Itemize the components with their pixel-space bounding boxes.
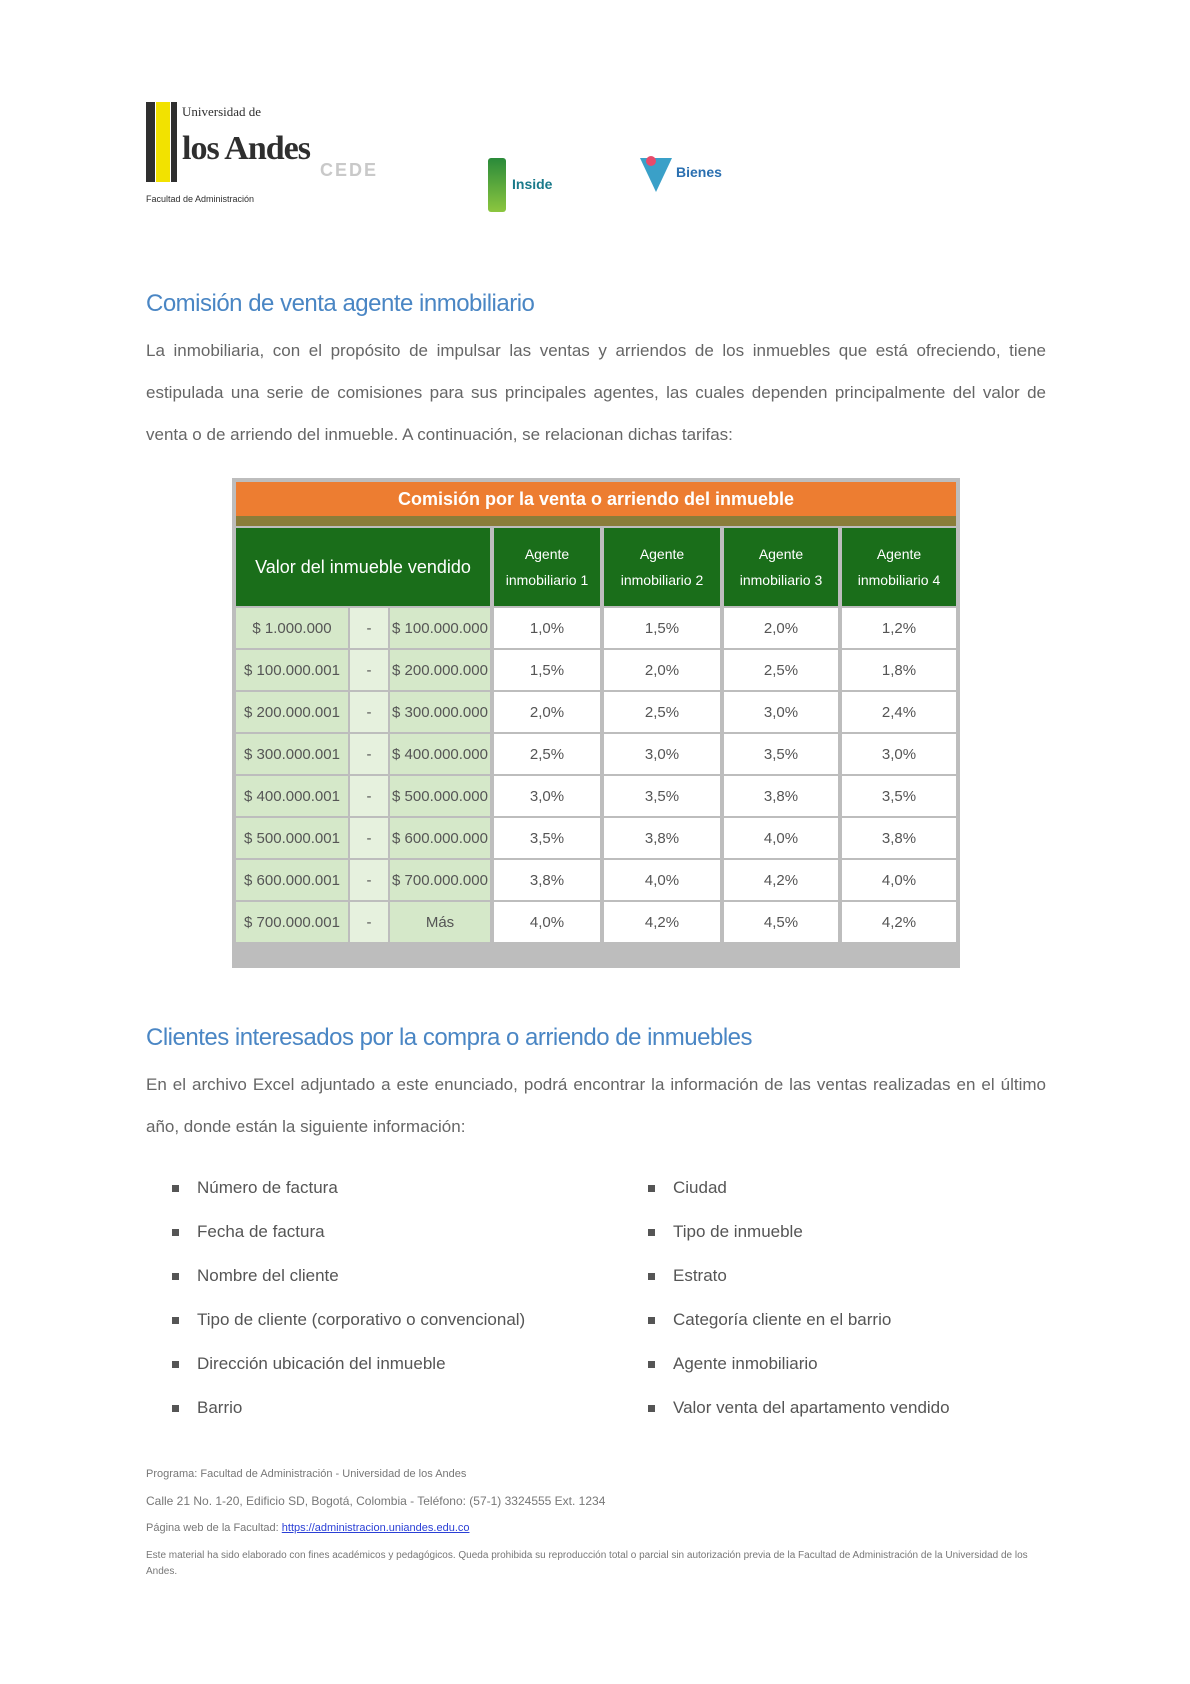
range-to-cell: $ 100.000.000 bbox=[390, 608, 490, 648]
logo-text: Bienes bbox=[676, 164, 722, 180]
list-item-text: Dirección ubicación del inmueble bbox=[197, 1354, 446, 1373]
commission-cell: 1,2% bbox=[842, 608, 956, 648]
logo-text: los Andes bbox=[182, 130, 310, 167]
range-dash-cell: - bbox=[350, 692, 388, 732]
commission-cell: 1,5% bbox=[604, 608, 720, 648]
commission-cell: 2,5% bbox=[604, 692, 720, 732]
table-row bbox=[236, 902, 956, 944]
bullet-icon bbox=[648, 1405, 655, 1412]
list-item-text: Tipo de inmueble bbox=[673, 1222, 803, 1241]
range-from-cell: $ 400.000.001 bbox=[236, 776, 348, 816]
bullet-icon bbox=[648, 1273, 655, 1280]
commission-table bbox=[232, 478, 960, 968]
range-dash-cell: - bbox=[350, 776, 388, 816]
logo-bar bbox=[146, 102, 155, 182]
range-from-cell: $ 600.000.001 bbox=[236, 860, 348, 900]
table-row bbox=[236, 650, 956, 692]
range-dash-cell: - bbox=[350, 818, 388, 858]
footer-line bbox=[146, 1522, 470, 1534]
footer-line: Calle 21 No. 1-20, Edificio SD, Bogotá, Colombia - Teléfono: (57-1) 3324555 Ext. 1234 bbox=[146, 1494, 606, 1508]
list-item bbox=[648, 1310, 891, 1330]
section-heading-commission: Comisión de venta agente inmobiliario bbox=[146, 290, 535, 317]
list-item-text: Barrio bbox=[197, 1398, 243, 1417]
logo-text: Inside bbox=[512, 176, 553, 192]
range-from-cell: $ 300.000.001 bbox=[236, 734, 348, 774]
list-item-text: Tipo de cliente (corporativo o convencional) bbox=[197, 1310, 526, 1329]
bullet-icon bbox=[172, 1185, 179, 1192]
list-item-text: Valor venta del apartamento vendido bbox=[673, 1398, 950, 1417]
commission-cell: 3,8% bbox=[494, 860, 600, 900]
list-item-text: Fecha de factura bbox=[197, 1222, 325, 1241]
range-from-cell: $ 100.000.001 bbox=[236, 650, 348, 690]
table-header-agent-3: Agente inmobiliario 3 bbox=[724, 528, 838, 606]
list-item bbox=[172, 1354, 446, 1374]
logo-text: CEDE bbox=[320, 160, 379, 180]
range-dash-cell: - bbox=[350, 650, 388, 690]
range-to-cell: $ 400.000.000 bbox=[390, 734, 490, 774]
list-item bbox=[172, 1178, 338, 1198]
uniandes-logo bbox=[146, 102, 310, 216]
range-to-cell: $ 700.000.000 bbox=[390, 860, 490, 900]
range-dash-cell: - bbox=[350, 608, 388, 648]
bullet-icon bbox=[172, 1317, 179, 1324]
list-item bbox=[648, 1398, 950, 1418]
bullet-icon bbox=[172, 1229, 179, 1236]
partner-logo-multicolor bbox=[640, 156, 732, 216]
commission-cell: 3,8% bbox=[724, 776, 838, 816]
list-item bbox=[648, 1266, 727, 1286]
list-item-text: Agente inmobiliario bbox=[673, 1354, 818, 1373]
logo-bar-yellow bbox=[156, 102, 170, 182]
logo-bar bbox=[171, 102, 177, 182]
commission-cell: 2,0% bbox=[724, 608, 838, 648]
table-header-agent-4: Agente inmobiliario 4 bbox=[842, 528, 956, 606]
list-item-text: Estrato bbox=[673, 1266, 727, 1285]
table-row bbox=[236, 734, 956, 776]
range-to-cell: $ 300.000.000 bbox=[390, 692, 490, 732]
bullet-icon bbox=[648, 1317, 655, 1324]
commission-cell: 2,5% bbox=[494, 734, 600, 774]
commission-cell: 4,0% bbox=[724, 818, 838, 858]
list-item-text: Número de factura bbox=[197, 1178, 338, 1197]
range-to-cell: Más bbox=[390, 902, 490, 942]
commission-cell: 1,5% bbox=[494, 650, 600, 690]
logo-mark bbox=[488, 158, 506, 212]
section-paragraph-clients: En el archivo Excel adjuntado a este enunciado, podrá encontrar la información de las ventas realizadas en el último año, donde están la siguiente información: bbox=[146, 1075, 1046, 1136]
range-from-cell: $ 200.000.001 bbox=[236, 692, 348, 732]
table-title-underline bbox=[236, 516, 956, 526]
commission-cell: 3,8% bbox=[604, 818, 720, 858]
bullet-icon bbox=[648, 1229, 655, 1236]
commission-cell: 4,2% bbox=[842, 902, 956, 942]
commission-cell: 4,0% bbox=[604, 860, 720, 900]
commission-cell: 3,0% bbox=[724, 692, 838, 732]
range-from-cell: $ 700.000.001 bbox=[236, 902, 348, 942]
table-row bbox=[236, 860, 956, 902]
table-row bbox=[236, 692, 956, 734]
bullet-icon bbox=[172, 1361, 179, 1368]
commission-cell: 3,0% bbox=[604, 734, 720, 774]
list-item-text: Nombre del cliente bbox=[197, 1266, 339, 1285]
list-item-text: Categoría cliente en el barrio bbox=[673, 1310, 892, 1329]
commission-cell: 3,8% bbox=[842, 818, 956, 858]
table-header-agent-1: Agente inmobiliario 1 bbox=[494, 528, 600, 606]
commission-cell: 1,0% bbox=[494, 608, 600, 648]
list-item bbox=[172, 1266, 339, 1286]
commission-cell: 2,5% bbox=[724, 650, 838, 690]
commission-cell: 4,5% bbox=[724, 902, 838, 942]
partner-logo-green bbox=[488, 158, 568, 216]
partner-logo-red bbox=[586, 150, 628, 216]
footer-disclaimer: Este material ha sido elaborado con fines académicos y pedagógicos. Queda prohibida su reproducción total o parcial sin autorización previa de la Facultad de Administración de la Universidad de los Andes. bbox=[146, 1550, 1028, 1577]
range-to-cell: $ 200.000.000 bbox=[390, 650, 490, 690]
logo-mark bbox=[640, 158, 672, 192]
commission-cell: 3,0% bbox=[494, 776, 600, 816]
footer-web-link[interactable]: https://administracion.uniandes.edu.co bbox=[281, 1522, 470, 1534]
logo-mark bbox=[646, 156, 656, 166]
commission-cell: 4,0% bbox=[842, 860, 956, 900]
range-to-cell: $ 600.000.000 bbox=[390, 818, 490, 858]
commission-cell: 3,5% bbox=[724, 734, 838, 774]
section-heading-clients: Clientes interesados por la compra o arriendo de inmuebles bbox=[146, 1024, 753, 1051]
range-dash-cell: - bbox=[350, 860, 388, 900]
commission-cell: 4,0% bbox=[494, 902, 600, 942]
bullet-icon bbox=[172, 1273, 179, 1280]
bullet-icon bbox=[172, 1405, 179, 1412]
list-item-text: Ciudad bbox=[673, 1178, 727, 1197]
commission-cell: 3,5% bbox=[604, 776, 720, 816]
list-item bbox=[648, 1178, 727, 1198]
table-row bbox=[236, 608, 956, 650]
logo-text: Universidad de bbox=[182, 104, 262, 119]
commission-cell: 3,5% bbox=[842, 776, 956, 816]
list-item bbox=[172, 1398, 242, 1418]
commission-cell: 1,8% bbox=[842, 650, 956, 690]
range-dash-cell: - bbox=[350, 734, 388, 774]
table-header-value: Valor del inmueble vendido bbox=[236, 528, 490, 606]
commission-cell: 4,2% bbox=[604, 902, 720, 942]
footer-line: Programa: Facultad de Administración - Universidad de los Andes bbox=[146, 1468, 467, 1480]
range-from-cell: $ 500.000.001 bbox=[236, 818, 348, 858]
range-to-cell: $ 500.000.000 bbox=[390, 776, 490, 816]
commission-cell: 2,4% bbox=[842, 692, 956, 732]
range-from-cell: $ 1.000.000 bbox=[236, 608, 348, 648]
table-row bbox=[236, 818, 956, 860]
commission-cell: 3,0% bbox=[842, 734, 956, 774]
bullet-icon bbox=[648, 1361, 655, 1368]
bullet-icon bbox=[648, 1185, 655, 1192]
section-paragraph-commission: La inmobiliaria, con el propósito de impulsar las ventas y arriendos de los inmuebles que está ofreciendo, tiene estipulada una serie de comisiones para sus principales agentes, las cuales dependen principalmente del valor de venta o de arriendo del inmueble. A continuación, se relacionan dichas tarifas: bbox=[146, 341, 1046, 444]
commission-cell: 4,2% bbox=[724, 860, 838, 900]
cede-logo bbox=[320, 160, 392, 210]
commission-cell: 2,0% bbox=[604, 650, 720, 690]
list-item bbox=[172, 1222, 325, 1242]
range-dash-cell: - bbox=[350, 902, 388, 942]
table-header-agent-2: Agente inmobiliario 2 bbox=[604, 528, 720, 606]
table-title: Comisión por la venta o arriendo del inmueble bbox=[236, 482, 956, 516]
footer-web-label: Página web de la Facultad: bbox=[146, 1522, 279, 1534]
commission-cell: 2,0% bbox=[494, 692, 600, 732]
list-item bbox=[648, 1222, 803, 1242]
list-item bbox=[172, 1310, 525, 1330]
logo-subtext: Facultad de Administración bbox=[146, 194, 255, 204]
list-item bbox=[648, 1354, 818, 1374]
commission-cell: 3,5% bbox=[494, 818, 600, 858]
table-row bbox=[236, 776, 956, 818]
